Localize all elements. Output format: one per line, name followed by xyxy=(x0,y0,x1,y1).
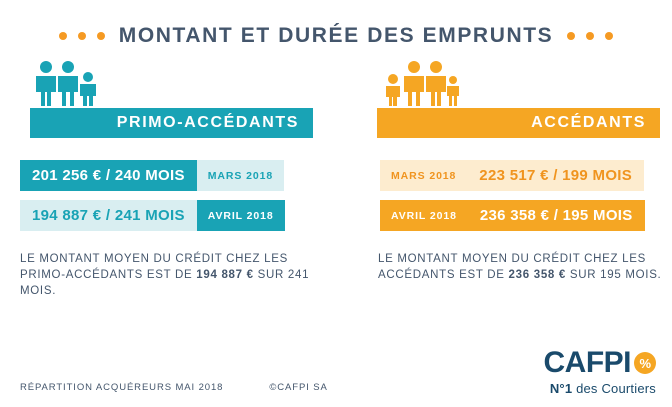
family-icon xyxy=(384,58,462,108)
logo-tagline-rest: des Courtiers xyxy=(572,381,656,396)
value-date: AVRIL 2018 xyxy=(197,200,285,231)
dot-icon xyxy=(567,32,575,40)
banner-primo-accedants xyxy=(30,108,313,138)
logo-tagline-prefix: N°1 xyxy=(549,381,573,396)
dots-left xyxy=(59,32,105,40)
dots-right xyxy=(567,32,613,40)
value-amount-duration: 236 358 € / 195 MOIS xyxy=(468,200,645,231)
page-title: MONTANT ET DURÉE DES EMPRUNTS xyxy=(118,24,554,47)
logo-tagline xyxy=(544,382,657,395)
value-row xyxy=(20,160,332,191)
value-row xyxy=(380,200,660,231)
dot-icon xyxy=(78,32,86,40)
banner-label: ACCÉDANTS xyxy=(531,114,646,131)
summary-paragraph-accedants xyxy=(378,251,672,283)
percent-badge-icon: % xyxy=(634,352,656,374)
family-icon xyxy=(30,58,108,108)
footer xyxy=(20,382,328,393)
logo-wordmark xyxy=(544,348,657,378)
paragraph-part: LE MONTANT MOYEN DU CRÉDIT CHEZ LES ACCÉDANTS EST DE xyxy=(378,253,646,281)
banner-accedants xyxy=(377,108,660,138)
footer-source: RÉPARTITION ACQUÉREURS MAI 2018 xyxy=(20,382,224,393)
paragraph-part: LE MONTANT MOYEN DU CRÉDIT CHEZ LES PRIMO-ACCÉDANTS EST DE xyxy=(20,253,288,281)
paragraph-part: SUR 195 MOIS. xyxy=(566,269,662,281)
value-amount-duration: 201 256 € / 240 MOIS xyxy=(20,160,197,191)
value-row xyxy=(380,160,660,191)
summary-paragraph-primo xyxy=(20,251,316,299)
value-rows-accedants xyxy=(340,160,660,231)
paragraph-highlight: 194 887 € xyxy=(196,269,254,281)
paragraph-part: SUR 241 MOIS. xyxy=(20,269,310,297)
banner-label: PRIMO-ACCÉDANTS xyxy=(116,114,299,131)
value-amount-duration: 194 887 € / 241 MOIS xyxy=(20,200,197,231)
paragraph-highlight: 236 358 € xyxy=(508,269,567,281)
logo-name: CAFPI xyxy=(543,346,631,379)
dot-icon xyxy=(605,32,613,40)
family-icon-wrap-accedants xyxy=(340,58,660,108)
value-row xyxy=(20,200,332,231)
family-icon-wrap-primo xyxy=(12,58,332,108)
dot-icon xyxy=(59,32,67,40)
column-primo-accedants xyxy=(12,58,332,299)
value-date: MARS 2018 xyxy=(197,160,284,191)
value-date: AVRIL 2018 xyxy=(380,200,468,231)
value-date: MARS 2018 xyxy=(380,160,467,191)
dot-icon xyxy=(586,32,594,40)
value-amount-duration: 223 517 € / 199 MOIS xyxy=(467,160,644,191)
dot-icon xyxy=(97,32,105,40)
footer-copyright: ©CAFPI SA xyxy=(269,382,328,393)
value-rows-primo xyxy=(12,160,332,231)
cafpi-logo xyxy=(544,348,657,395)
page-header xyxy=(0,16,672,56)
column-accedants xyxy=(340,58,660,283)
